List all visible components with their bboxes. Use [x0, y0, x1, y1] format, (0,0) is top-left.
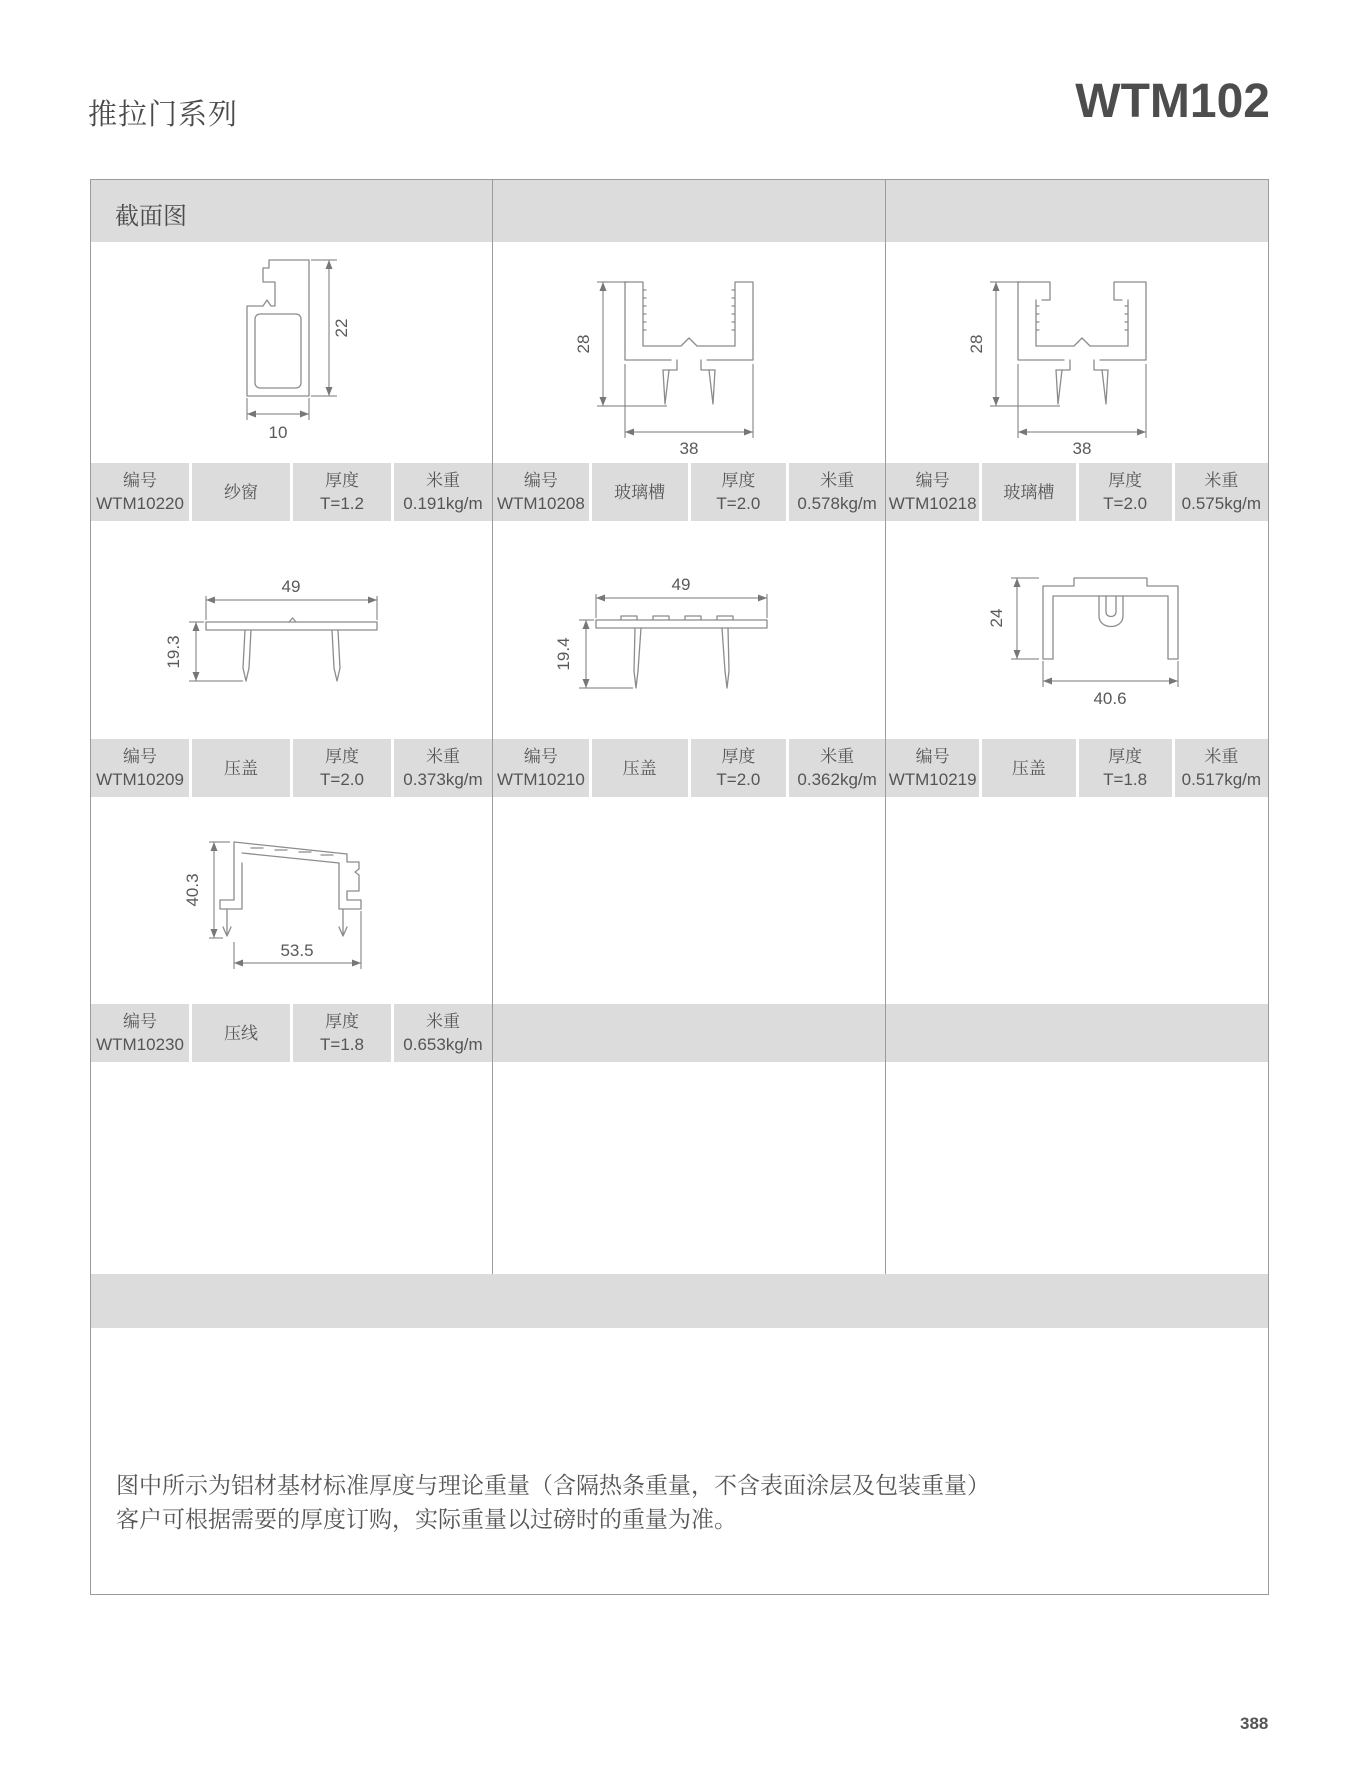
profile-table	[90, 179, 1269, 1595]
dim-height-label: 40.3	[183, 873, 202, 907]
spec-cell-type: 玻璃槽	[982, 463, 1075, 521]
spec-cell-code: 编号 WTM10210	[493, 739, 589, 797]
spec-cell-thickness: 厚度 T=1.2	[293, 463, 391, 521]
spec-cell-code: 编号 WTM10220	[91, 463, 189, 521]
section-header-label: 截面图	[115, 203, 187, 230]
spec-cell-weight: 米重 0.575kg/m	[1175, 463, 1268, 521]
spec-cell-code: 编号 WTM10208	[493, 463, 589, 521]
spec-cell-type: 压盖	[982, 739, 1075, 797]
profile-diagram-wtm10218	[952, 246, 1212, 462]
profile-diagram-wtm10210	[541, 576, 841, 738]
empty-spec-band	[493, 1004, 885, 1062]
spec-row-wtm10230	[91, 1004, 492, 1062]
spec-cell-code: 编号 WTM10218	[886, 463, 979, 521]
spec-cell-type: 压盖	[592, 739, 688, 797]
spec-cell-weight: 米重 0.517kg/m	[1175, 739, 1268, 797]
dim-width-label: 53.5	[280, 941, 314, 960]
profile-diagram-wtm10220	[151, 246, 381, 446]
spec-cell-weight: 米重 0.653kg/m	[394, 1004, 492, 1062]
dim-width-label: 40.6	[1093, 689, 1127, 708]
spec-cell-code: 编号 WTM10230	[91, 1004, 189, 1062]
footnote-line-2: 客户可根据需要的厚度订购，实际重量以过磅时的重量为准。	[116, 1506, 737, 1532]
profile-diagram-wtm10209	[151, 578, 451, 736]
footnote	[116, 1468, 990, 1536]
page-number: 388	[1240, 1714, 1269, 1733]
spec-cell-weight: 米重 0.373kg/m	[394, 739, 492, 797]
spec-cell-type: 压盖	[192, 739, 290, 797]
spec-cell-type: 玻璃槽	[592, 463, 688, 521]
spec-cell-thickness: 厚度 T=2.0	[1079, 463, 1172, 521]
footnote-line-1: 图中所示为铝材基材标准厚度与理论重量（含隔热条重量，不含表面涂层及包装重量）	[116, 1472, 990, 1498]
spec-row-wtm10219	[886, 739, 1268, 797]
spec-cell-weight: 米重 0.191kg/m	[394, 463, 492, 521]
spec-cell-thickness: 厚度 T=1.8	[1079, 739, 1172, 797]
spec-cell-thickness: 厚度 T=2.0	[691, 463, 787, 521]
spec-cell-code: 编号 WTM10219	[886, 739, 979, 797]
spec-row-wtm10218	[886, 463, 1268, 521]
section-header-row	[91, 180, 1268, 242]
spec-cell-thickness: 厚度 T=2.0	[691, 739, 787, 797]
spec-row-wtm10208	[493, 463, 885, 521]
dim-height-label: 19.3	[164, 635, 183, 669]
spec-cell-thickness: 厚度 T=2.0	[293, 739, 391, 797]
profile-diagram-wtm10219	[936, 560, 1236, 735]
dim-height-label: 28	[967, 334, 986, 354]
model-number: WTM102	[1075, 75, 1270, 128]
dim-height-label: 19.4	[554, 637, 573, 671]
dim-width-label: 49	[671, 576, 691, 594]
spec-cell-thickness: 厚度 T=1.8	[293, 1004, 391, 1062]
empty-row-band	[91, 1274, 1268, 1328]
spec-row-wtm10209	[91, 739, 492, 797]
spec-cell-type: 压线	[192, 1004, 290, 1062]
spec-cell-weight: 米重 0.578kg/m	[789, 463, 885, 521]
spec-cell-code: 编号 WTM10209	[91, 739, 189, 797]
spec-row-wtm10210	[493, 739, 885, 797]
empty-spec-band	[886, 1004, 1268, 1062]
spec-cell-type: 纱窗	[192, 463, 290, 521]
dim-width-label: 10	[268, 423, 288, 442]
series-title: 推拉门系列	[88, 99, 239, 131]
dim-height-label: 22	[332, 318, 351, 338]
dim-height-label: 24	[987, 608, 1006, 628]
profile-diagram-wtm10208	[559, 246, 819, 462]
dim-width-label: 38	[679, 439, 699, 458]
profile-diagram-wtm10230	[151, 812, 471, 1002]
spec-row-wtm10220	[91, 463, 492, 521]
dim-height-label: 28	[574, 334, 593, 354]
spec-cell-weight: 米重 0.362kg/m	[789, 739, 885, 797]
dim-width-label: 38	[1072, 439, 1092, 458]
dim-width-label: 49	[281, 578, 301, 596]
